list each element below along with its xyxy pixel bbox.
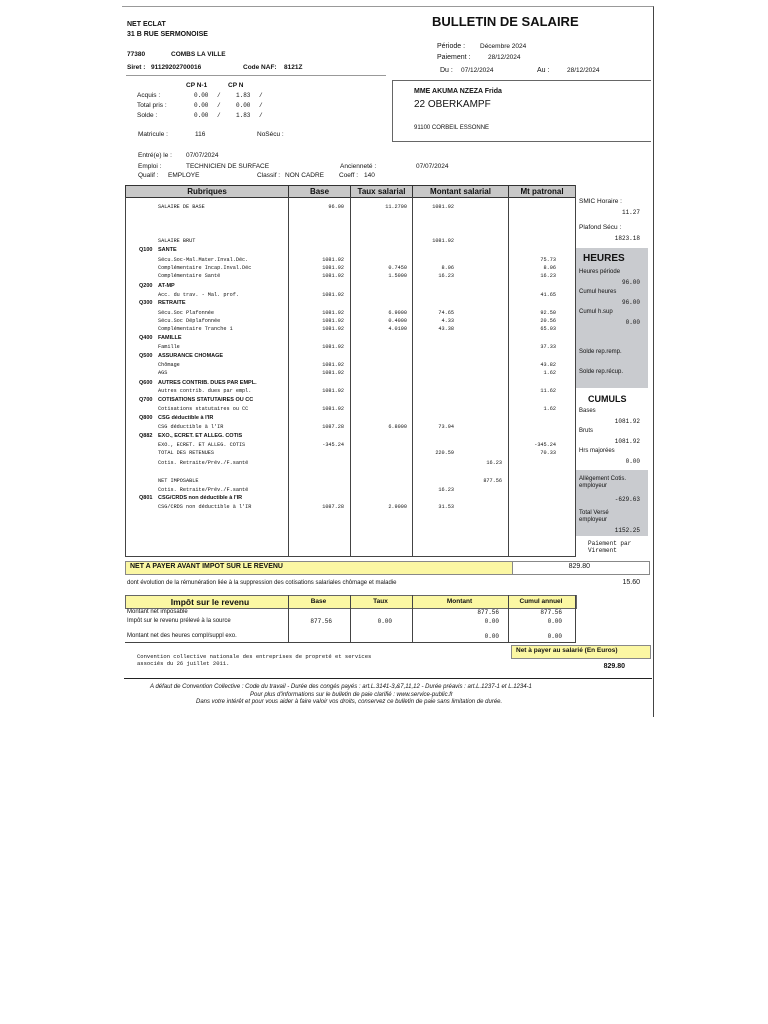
cp-separator: / <box>259 112 263 119</box>
row-patronal: 20.56 <box>540 318 556 324</box>
row-taux: 4.0100 <box>388 326 407 332</box>
hrs-maj-value: 0.00 <box>625 458 640 465</box>
document-title: BULLETIN DE SALAIRE <box>432 14 579 29</box>
evolution-value: 15.60 <box>622 579 640 586</box>
row-montant: 74.65 <box>438 310 454 316</box>
row-montant: 43.38 <box>438 326 454 332</box>
row-taux: 0.7450 <box>388 265 407 271</box>
solde-rep-recup-label: Solde rep.récup. <box>579 369 624 375</box>
footer-divider <box>124 678 652 679</box>
row-base: 1087.28 <box>322 504 344 510</box>
periode-value: Décembre 2024 <box>480 43 527 50</box>
col-header-base: Base <box>288 185 351 198</box>
row-section-title: CSG/CRDS non déductible à l'IR <box>158 495 243 501</box>
evolution-label: dont évolution de la rémunération liée à la suppression des cotisations salariales chômage et maladie <box>127 580 397 586</box>
entree-value: 07/07/2024 <box>186 152 219 159</box>
row-montant: 31.53 <box>438 504 454 510</box>
impot-header-cumul: Cumul annuel <box>519 598 563 605</box>
row-patronal: -345.24 <box>534 442 556 448</box>
col-header-montant: Montant salarial <box>412 185 509 198</box>
row-code: Q200 <box>139 283 153 289</box>
row-base: -345.24 <box>322 442 344 448</box>
row-label: Chômage <box>158 362 180 368</box>
row-taux: 1.5000 <box>388 273 407 279</box>
row-patronal: 11.62 <box>540 388 556 394</box>
au-label: Au : <box>537 67 550 74</box>
row-montant: 1081.92 <box>432 238 454 244</box>
row-section-title: RETRAITE <box>158 300 186 306</box>
employer-name: NET ECLAT <box>127 21 166 28</box>
row-label: Complémentaire Incap.Inval.Déc <box>158 265 252 271</box>
impot-header-montant: Montant <box>446 598 473 605</box>
divider <box>126 75 386 76</box>
cp-value: 0.00 <box>194 102 209 109</box>
row-patronal: 1.62 <box>543 370 556 376</box>
cp-separator: / <box>217 92 221 99</box>
cp-label: Solde : <box>137 112 158 119</box>
matricule-label: Matricule : <box>138 131 168 138</box>
bruts-label: Bruts <box>579 428 594 434</box>
row-label: TOTAL DES RETENUES <box>158 450 215 456</box>
impot-row-label: Montant net des heures compl/suppl exo. <box>127 633 237 639</box>
cp-col1-header: CP N-1 <box>186 82 208 89</box>
row-label: Acc. du trav. - Mal. prof. <box>158 292 239 298</box>
row-montant: 16.23 <box>438 487 454 493</box>
row-base: 1081.92 <box>322 273 344 279</box>
row-label: NET IMPOSABLE <box>158 478 199 484</box>
row-taux: 11.2700 <box>385 204 407 210</box>
net-avant-impot-value: 829.80 <box>568 563 590 570</box>
total-verse-value: 1152.25 <box>614 527 640 534</box>
emploi-label: Emploi : <box>138 163 162 170</box>
impot-row-cumul: 0.00 <box>547 618 562 625</box>
row-base: 1081.92 <box>322 292 344 298</box>
net-paye-value: 829.80 <box>603 663 625 670</box>
anciennete-label: Ancienneté : <box>340 163 377 170</box>
employee-city: 91100 CORBEIL ESSONNE <box>414 125 490 131</box>
emploi-value: TECHNICIEN DE SURFACE <box>186 163 270 170</box>
row-label: SALAIRE DE BASE <box>158 204 205 210</box>
row-montant: 220.59 <box>435 450 454 456</box>
cumul-hsup-label: Cumul h.sup <box>579 309 613 315</box>
row-base: 1081.92 <box>322 406 344 412</box>
row-montant: 73.94 <box>438 424 454 430</box>
du-label: Du : <box>440 67 453 74</box>
au-value: 28/12/2024 <box>567 67 600 74</box>
row-base: 1087.28 <box>322 424 344 430</box>
hrs-maj-label: Hrs majorées <box>579 448 615 454</box>
impot-row-taux: 0.00 <box>377 618 392 625</box>
employer-postcode: 77380 <box>127 51 146 58</box>
row-label: CSG déductible à l'IR <box>158 424 224 430</box>
row-section-title: AUTRES CONTRIB. DUES PAR EMPL. <box>158 380 257 386</box>
row-montant: 16.23 <box>486 460 502 466</box>
total-verse-label: Total Versé employeur <box>579 510 609 523</box>
du-value: 07/12/2024 <box>461 67 494 74</box>
heures-title: HEURES <box>583 253 625 264</box>
coeff-value: 140 <box>364 172 375 179</box>
row-base: 1081.92 <box>322 318 344 324</box>
bases-value: 1081.92 <box>614 418 640 425</box>
cp-separator: / <box>217 102 221 109</box>
footer-line2: Pour plus d'informations sur le bulletin de paie clarifié : www.service-public.fr <box>250 692 453 698</box>
row-base: 96.00 <box>328 204 344 210</box>
row-section-title: ASSURANCE CHOMAGE <box>158 353 224 359</box>
cumul-hsup-value: 0.00 <box>625 319 640 326</box>
row-taux: 0.4000 <box>388 318 407 324</box>
row-montant: 8.06 <box>441 265 454 271</box>
row-code: Q300 <box>139 300 153 306</box>
row-patronal: 8.06 <box>543 265 556 271</box>
row-montant: 1081.92 <box>432 204 454 210</box>
row-base: 1081.92 <box>322 265 344 271</box>
cp-col2-header: CP N <box>228 82 244 89</box>
row-label: Cotisations statutaires ou CC <box>158 406 249 412</box>
impot-row-montant: 877.56 <box>477 609 499 616</box>
row-base: 1081.92 <box>322 344 344 350</box>
row-montant: 877.56 <box>483 478 502 484</box>
cumuls-title: CUMULS <box>588 394 627 404</box>
cp-value: 0.00 <box>236 102 251 109</box>
row-base: 1081.92 <box>322 310 344 316</box>
entree-label: Entré(e) le : <box>138 152 172 159</box>
naf-value: 8121Z <box>284 64 303 71</box>
row-label: Complémentaire Santé <box>158 273 221 279</box>
row-label: EXO., ECRET. ET ALLEG. COTIS <box>158 442 246 448</box>
smic-label: SMIC Horaire : <box>579 198 622 205</box>
allegement-label: Allègement Cotis. employeur <box>579 476 627 489</box>
impot-header-taux: Taux <box>373 598 388 605</box>
qualif-value: EMPLOYE <box>168 172 200 179</box>
employer-address: 31 B RUE SERMONOISE <box>127 31 208 38</box>
row-section-title: CSG déductible à l'IR <box>158 415 214 421</box>
heures-periode-label: Heures période <box>579 269 621 275</box>
plafond-value: 1823.18 <box>614 235 640 242</box>
cp-separator: / <box>259 102 263 109</box>
row-section-title: EXO., ECRET. ET ALLEG. COTIS <box>158 433 243 439</box>
row-taux: 6.9000 <box>388 310 407 316</box>
row-section-title: AT-MP <box>158 283 175 289</box>
row-code: Q500 <box>139 353 153 359</box>
impot-row-base: 877.56 <box>310 618 332 625</box>
cumul-heures-value: 96.00 <box>621 299 640 306</box>
siret-value: 91129202700016 <box>151 64 202 71</box>
row-code: Q700 <box>139 397 153 403</box>
cp-value: 1.83 <box>236 92 251 99</box>
col-header-rubriques: Rubriques <box>125 185 289 198</box>
convention-text: Convention collective nationale des entreprises de propreté et services associés du 26 juillet 2011. <box>137 653 372 667</box>
solde-rep-remp-label: Solde rep.remp. <box>579 349 622 355</box>
row-code: Q801 <box>139 495 153 501</box>
row-taux: 2.9000 <box>388 504 407 510</box>
smic-value: 11.27 <box>621 209 640 216</box>
row-code: Q600 <box>139 380 153 386</box>
impot-row-cumul: 0.00 <box>547 633 562 640</box>
row-patronal: 43.82 <box>540 362 556 368</box>
row-code: Q882 <box>139 433 153 439</box>
row-code: Q400 <box>139 335 153 341</box>
row-code: Q100 <box>139 247 153 253</box>
paiement-label: Paiement : <box>437 54 471 61</box>
plafond-label: Plafond Sécu : <box>579 224 622 231</box>
employer-city: COMBS LA VILLE <box>171 51 226 58</box>
row-base: 1081.92 <box>322 388 344 394</box>
row-label: Complémentaire Tranche 1 <box>158 326 233 332</box>
periode-label: Période : <box>437 43 466 50</box>
classif-label: Classif : <box>257 172 281 179</box>
impot-row-cumul: 877.56 <box>540 609 562 616</box>
cp-label: Acquis : <box>137 92 161 99</box>
impot-header-label: Impôt sur le revenu <box>170 597 250 607</box>
row-patronal: 1.62 <box>543 406 556 412</box>
impot-row-montant: 0.00 <box>484 618 499 625</box>
row-label: Cotis. Retraite/Prév./F.santé <box>158 460 249 466</box>
row-patronal: 65.03 <box>540 326 556 332</box>
row-base: 1081.92 <box>322 257 344 263</box>
cp-value: 0.00 <box>194 112 209 119</box>
impot-row-label: Impôt sur le revenu prélevé à la source <box>127 618 231 624</box>
cumul-heures-label: Cumul heures <box>579 289 617 295</box>
cp-value: 0.00 <box>194 92 209 99</box>
row-montant: 4.33 <box>441 318 454 324</box>
row-label: AGS <box>158 370 168 376</box>
cp-separator: / <box>259 92 263 99</box>
footer-line1: A défaut de Convention Collective : Code du travail - Durée des congés payés : art.L.3141-3,&7,11,12 - Durée préavis : art.L.1237-1 et L.1234-1 <box>150 684 532 690</box>
impot-header-base: Base <box>310 598 327 605</box>
row-label: Cotis. Retraite/Prév./F.santé <box>158 487 249 493</box>
row-label: Sécu.Soc-Mal.Mater.Inval.Déc. <box>158 257 249 263</box>
row-code: Q800 <box>139 415 153 421</box>
paiement-mode: Paiement par Virement <box>588 540 632 554</box>
row-section-title: FAMILLE <box>158 335 182 341</box>
cp-label: Total pris : <box>137 102 167 109</box>
col-header-taux: Taux salarial <box>350 185 413 198</box>
row-patronal: 92.50 <box>540 310 556 316</box>
impot-row-label: Montant net imposable <box>127 609 188 615</box>
row-label: Sécu.Soc Plafonnée <box>158 310 215 316</box>
naf-label: Code NAF: <box>243 64 277 71</box>
cp-separator: / <box>217 112 221 119</box>
row-label: Sécu.Soc Déplafonnée <box>158 318 221 324</box>
employee-name: MME AKUMA NZEZA Frida <box>414 88 502 95</box>
net-avant-impot-label: NET A PAYER AVANT IMPOT SUR LE REVENU <box>130 563 283 570</box>
anciennete-value: 07/07/2024 <box>416 163 449 170</box>
row-montant: 16.23 <box>438 273 454 279</box>
net-paye-label: Net à payer au salarié (En Euros) <box>516 647 618 654</box>
employee-street: 22 OBERKAMPF <box>414 99 491 110</box>
cp-value: 1.83 <box>236 112 251 119</box>
row-label: SALAIRE BRUT <box>158 238 196 244</box>
heures-periode-value: 96.00 <box>621 279 640 286</box>
row-label: CSG/CRDS non déductible à l'IR <box>158 504 252 510</box>
row-base: 1081.92 <box>322 326 344 332</box>
siret-label: Siret : <box>127 64 146 71</box>
bruts-value: 1081.92 <box>614 438 640 445</box>
coeff-label: Coeff : <box>339 172 359 179</box>
row-base: 1081.92 <box>322 362 344 368</box>
row-patronal: 41.65 <box>540 292 556 298</box>
row-taux: 6.8000 <box>388 424 407 430</box>
paiement-value: 28/12/2024 <box>488 54 521 61</box>
allegement-value: -629.63 <box>614 496 640 503</box>
qualif-label: Qualif : <box>138 172 159 179</box>
impot-row-montant: 0.00 <box>484 633 499 640</box>
matricule-value: 116 <box>195 131 206 138</box>
row-patronal: 70.33 <box>540 450 556 456</box>
classif-value: NON CADRE <box>285 172 325 179</box>
row-section-title: SANTE <box>158 247 177 253</box>
col-header-patronal: Mt patronal <box>508 185 576 198</box>
row-patronal: 37.33 <box>540 344 556 350</box>
nosecu-label: NoSécu : <box>257 131 284 138</box>
row-patronal: 75.73 <box>540 257 556 263</box>
row-section-title: COTISATIONS STATUTAIRES OU CC <box>158 397 254 403</box>
row-label: Autres contrib. dues par empl. <box>158 388 252 394</box>
row-label: Famille <box>158 344 180 350</box>
bases-label: Bases <box>579 408 596 414</box>
footer-line3: Dans votre intérêt et pour vous aider à faire valoir vos droits, conservez ce bulletin de paie sans limitation de durée. <box>196 699 503 705</box>
row-patronal: 16.23 <box>540 273 556 279</box>
row-base: 1081.92 <box>322 370 344 376</box>
